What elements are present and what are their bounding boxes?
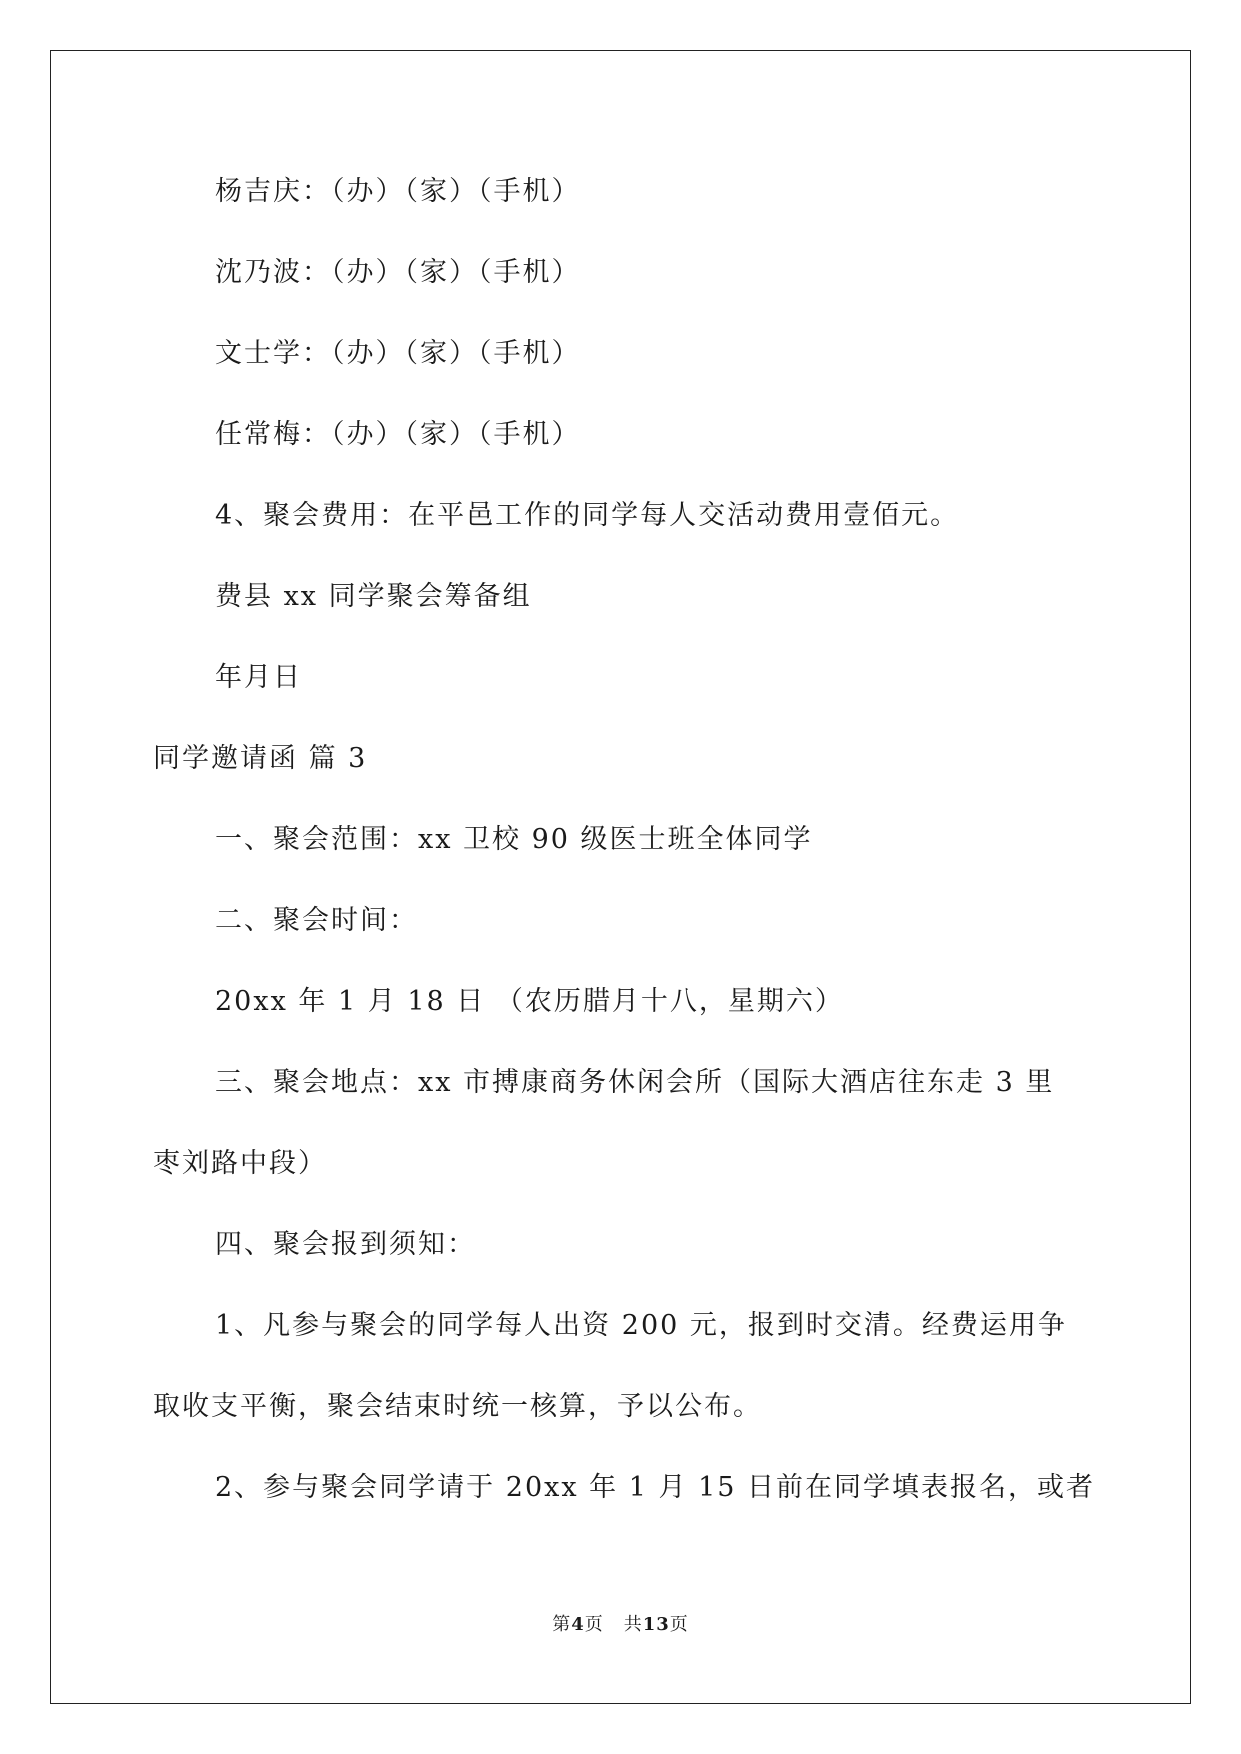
registration-item-1: 1、凡参与聚会的同学每人出资 200 元，报到时交清。经费运用争 bbox=[215, 1310, 1067, 1341]
fee-paragraph: 4、聚会费用：在平邑工作的同学每人交活动费用壹佰元。 bbox=[215, 500, 960, 531]
location-paragraph: 三、聚会地点：xx 市搏康商务休闲会所（国际大酒店往东走 3 里 bbox=[215, 1067, 1055, 1098]
footer-total-unit: 页 bbox=[669, 1614, 689, 1635]
registration-item-1-cont: 取收支平衡，聚会结束时统一核算，予以公布。 bbox=[153, 1391, 762, 1422]
page-footer bbox=[0, 1614, 1241, 1636]
contact-line-wen: 文士学：（办）（家）（手机） bbox=[215, 338, 581, 369]
footer-page-current: 4 bbox=[571, 1614, 585, 1635]
time-heading: 二、聚会时间： bbox=[215, 905, 418, 936]
date-line: 年月日 bbox=[215, 662, 302, 693]
footer-page-prefix: 第 bbox=[552, 1614, 572, 1635]
page-border bbox=[50, 50, 1191, 1704]
registration-item-2: 2、参与聚会同学请于 20xx 年 1 月 15 日前在同学填表报名，或者 bbox=[215, 1472, 1096, 1503]
footer-page-unit: 页 bbox=[584, 1614, 604, 1635]
contact-line-ren: 任常梅：（办）（家）（手机） bbox=[215, 419, 581, 450]
registration-heading: 四、聚会报到须知： bbox=[215, 1229, 476, 1260]
location-paragraph-cont: 枣刘路中段） bbox=[153, 1148, 327, 1179]
time-paragraph: 20xx 年 1 月 18 日 （农历腊月十八，星期六） bbox=[215, 986, 844, 1017]
footer-page-total: 13 bbox=[642, 1614, 670, 1635]
scope-paragraph: 一、聚会范围：xx 卫校 90 级医士班全体同学 bbox=[215, 824, 813, 855]
organizer-signature: 费县 xx 同学聚会筹备组 bbox=[215, 581, 532, 612]
contact-line-yang: 杨吉庆：（办）（家）（手机） bbox=[215, 176, 581, 207]
section-heading: 同学邀请函 篇 3 bbox=[153, 743, 368, 774]
contact-line-shen: 沈乃波：（办）（家）（手机） bbox=[215, 257, 581, 288]
footer-total-prefix: 共 bbox=[623, 1614, 643, 1635]
